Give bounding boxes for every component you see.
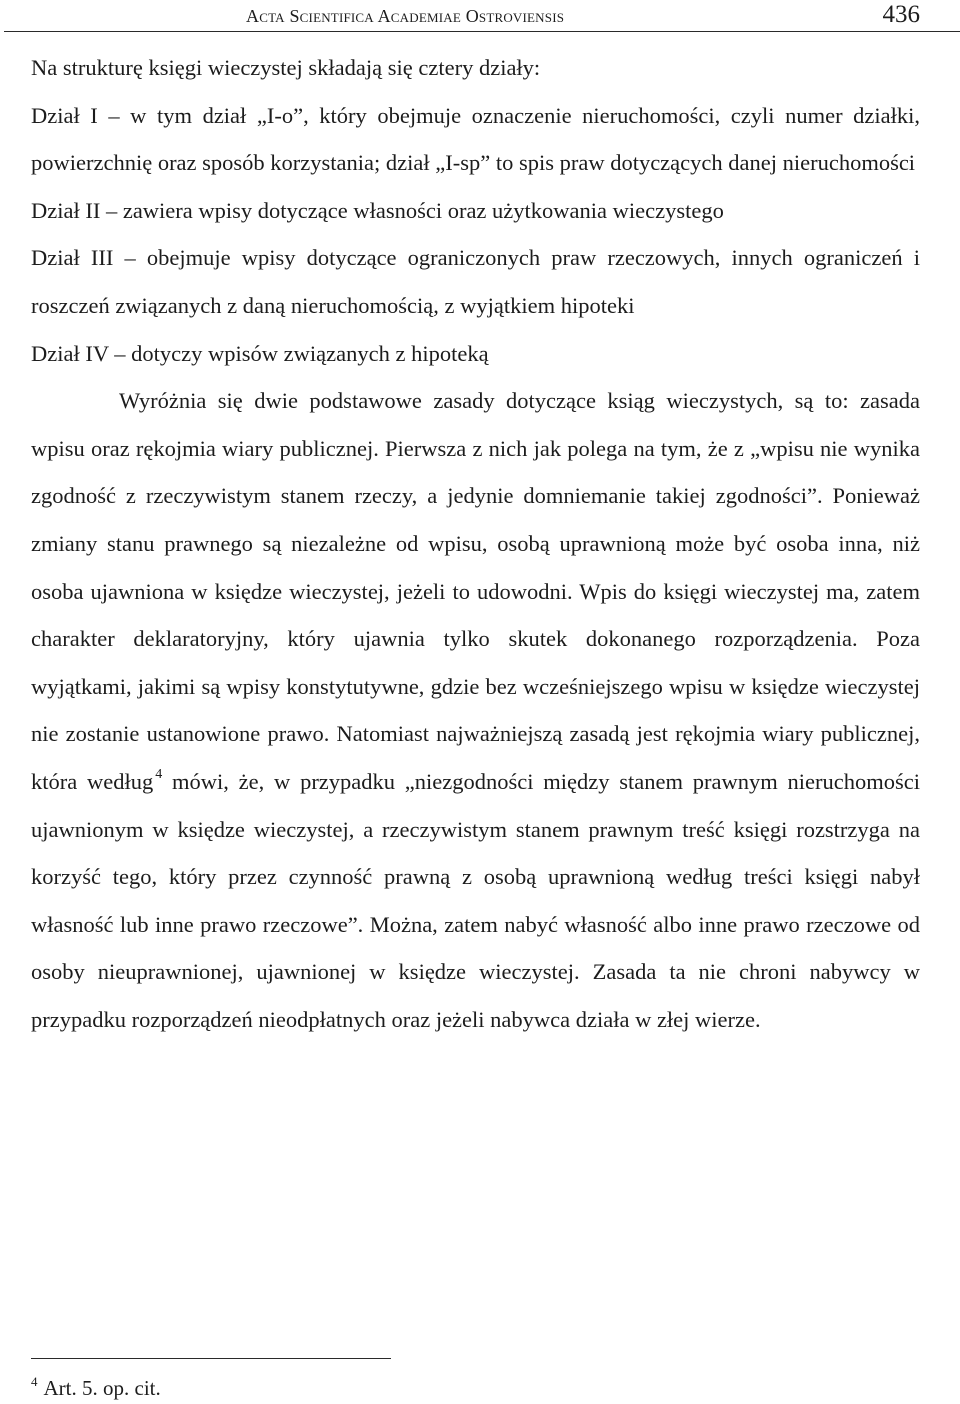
main-paragraph bbox=[31, 377, 920, 1043]
page-number: 436 bbox=[882, 1, 920, 28]
journal-title: Acta Scientifica Academiae Ostroviensis bbox=[246, 6, 565, 26]
footnote bbox=[31, 1374, 161, 1401]
list-item-dzial-1: Dział I – w tym dział „I-o”, który obejmuje oznaczenie nieruchomości, czyli numer działki, powierzchnię oraz sposób korzystania; dział „I-sp” to spis praw dotyczących danej nieruchomości bbox=[31, 102, 920, 176]
paragraph-text-before-reference: Wyróżnia się dwie podstawowe zasady dotyczące ksiąg wieczystych, są to: zasada wpisu oraz rękojmia wiary publicznej. Pierwsza z nich jak polega na tym, że z „wpisu nie wynika zgodność z rzeczywistym stanem rzeczy, a jedynie domniemanie takiej zgodności”. Ponieważ zmiany stanu prawnego są niezależne od wpisu, osobą uprawnioną może być osoba inna, niż osoba ujawniona w księdze wieczystej, jeżeli to udowodni. Wpis do księgi wieczystej ma, zatem charakter deklaratoryjny, który ujawnia tylko skutek dokonanego rozporządzenia. Poza wyjątkami, jakimi są wpisy konstytutywne, gdzie bez wcześniejszego wpisu w księdze wieczystej nie zostanie ustanowione prawo. Natomiast najważniejszą zasadą jest rękojmia wiary publicznej, która według bbox=[31, 388, 920, 794]
list-item-dzial-2: Dział II – zawiera wpisy dotyczące własności oraz użytkowania wieczystego bbox=[31, 197, 724, 223]
body-text bbox=[31, 44, 920, 1043]
footnote-separator bbox=[31, 1358, 391, 1359]
footnote-reference[interactable]: 4 bbox=[155, 766, 163, 782]
footnote-mark: 4 bbox=[31, 1374, 38, 1389]
list-item-dzial-3: Dział III – obejmuje wpisy dotyczące ograniczonych praw rzeczowych, innych ograniczeń i roszczeń związanych z daną nieruchomością, z wyjątkiem hipoteki bbox=[31, 245, 920, 318]
list-intro: Na strukturę księgi wieczystej składają się cztery działy: bbox=[31, 55, 541, 80]
header-rule bbox=[4, 31, 960, 32]
list-item-dzial-4: Dział IV – dotyczy wpisów związanych z hipoteką bbox=[31, 340, 489, 366]
footnote-text: Art. 5. op. cit. bbox=[43, 1376, 161, 1400]
running-header bbox=[0, 0, 960, 32]
paragraph-text-after-reference: mówi, że, w przypadku „niezgodności między stanem prawnym nieruchomości ujawnionym w księdze wieczystej, a rzeczywistym stanem prawnym treść księgi rozstrzyga na korzyść tego, który przez czynność prawną z osobą uprawnioną według treści księgi nabył własność lub inne prawo rzeczowe”. Można, zatem nabyć własność albo inne prawo rzeczowe od osoby nieuprawnionej, ujawnionej w księdze wieczystej. Zasada ta nie chroni nabywcy w przypadku rozporządzeń nieodpłatnych oraz jeżeli nabywca działa w złej wierze. bbox=[31, 768, 921, 1032]
